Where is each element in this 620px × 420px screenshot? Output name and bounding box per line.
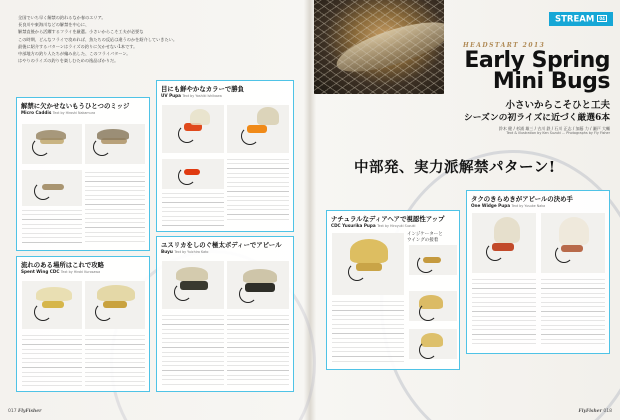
fly-photo — [162, 159, 224, 189]
section-badge-number: 04 — [599, 16, 605, 21]
card-credit: Text by Hiroki Kurosawa — [60, 270, 101, 274]
intro-line: 中部地方の釣り人たちが編み出した、このフライパターン。 — [18, 51, 131, 57]
magazine-brand-left: FlyFisher — [18, 409, 42, 414]
title-line: Mini Bugs — [492, 69, 610, 94]
intro-line: 全国でいち早く解禁の釣れるなか春のエリア。 — [18, 15, 106, 20]
fly-card-spent-wing-cdc — [16, 256, 150, 392]
card-credit: Text by Yusuke Naka — [511, 204, 546, 208]
fly-photo — [85, 281, 145, 329]
recipe-text — [22, 210, 82, 246]
fly-photo — [22, 124, 82, 164]
landing-net-image — [314, 0, 444, 94]
card-title: 流れのある場所はこれで攻略 — [21, 261, 105, 269]
annotation-line: ウイングの接着 — [407, 237, 439, 243]
card-fly-name: One Widge Pupa — [471, 203, 511, 208]
card-title: ユスリカをしのぐ極太ボディーでアピール — [161, 241, 282, 249]
author-credits-en: Text & illustration by Ken Suzuki ... Photographs by Fly Fisher — [506, 131, 610, 135]
fly-photo — [472, 213, 536, 273]
card-title: 解禁に欠かせないもうひとつのミッジ — [21, 102, 130, 110]
card-fly-name: Buyu — [161, 249, 173, 254]
recipe-text — [162, 193, 224, 227]
page-number-left: 017 — [8, 409, 17, 414]
card-title: タクのきらめきがアピールの決め手 — [471, 195, 573, 203]
fly-photo — [409, 245, 457, 275]
page-number-right: 018 — [603, 409, 612, 414]
fly-photo — [162, 105, 224, 153]
section-badge-label: STREAM — [555, 14, 595, 25]
intro-line: はやりのライズの釣りを楽しむための逸品ばかりだ。 — [18, 58, 119, 64]
recipe-text — [85, 172, 145, 242]
fly-photo — [409, 329, 457, 359]
annotation-line: インジケーターと — [407, 232, 443, 237]
series-label: HEADSTART 2013 — [463, 42, 546, 49]
headline: 中部発、実力派解禁パターン! — [354, 159, 556, 176]
footer-right — [579, 409, 613, 414]
card-title: 目にも鮮やかなカラーで勝負 — [161, 85, 245, 93]
fly-card-one-widge-pupa — [466, 190, 610, 354]
card-fly-name: Micro Caddis — [21, 110, 52, 115]
fly-photo — [85, 124, 145, 164]
fly-photo — [162, 261, 224, 309]
fly-photo — [332, 233, 404, 295]
author-credits: 鈴木 健 / 杉浦 雄三 / 吉川 鉄 / 石川 正志 / 加藤 力 / 瀬戸 大輔 — [498, 126, 610, 131]
intro-line: この時期、どんなフライで攻めれば、魚たちの反応は違うのかを紹介していきたい。 — [18, 36, 178, 42]
section-badge — [549, 12, 613, 26]
header-photo — [314, 0, 444, 94]
intro-line: 長良川や東海川などの解禁を中心に、 — [18, 22, 90, 28]
magazine-brand-right: FlyFisher — [578, 409, 602, 414]
subtitle: 小さいからこそひと工夫 — [505, 100, 610, 111]
footer-left — [8, 409, 42, 414]
fly-card-buyu — [156, 236, 294, 392]
card-credit: Text by Yoshiki Ishikawa — [182, 94, 222, 98]
card-fly-name: Spent Wing CDC — [21, 269, 60, 274]
intro-line: 解禁直後から活躍するフライを厳選。小さいからこそ工夫が必要な — [18, 29, 144, 35]
fly-photo — [409, 291, 457, 321]
card-credit: Text by Hiroyuki Suzuki — [377, 224, 416, 228]
recipe-text — [227, 159, 289, 223]
recipe-text — [85, 335, 145, 387]
card-credit: Text by Hiroshi Nakamura — [52, 111, 96, 115]
intro-line: 最後に紹介するパターンはライズの釣りに欠かせない1本です。 — [18, 43, 138, 49]
recipe-text — [227, 315, 289, 385]
fly-photo — [22, 170, 82, 206]
recipe-text — [472, 279, 536, 347]
card-title: ナチュラルなディアヘアで視認性アップ — [331, 215, 445, 223]
card-credit: Text by Yuichiro Kato — [174, 250, 209, 254]
recipe-text — [332, 301, 404, 363]
article-title — [462, 50, 610, 92]
fly-photo — [541, 213, 605, 273]
fly-photo — [227, 105, 289, 153]
photo-annotation — [407, 232, 443, 243]
fly-card-micro-caddis — [16, 97, 150, 251]
recipe-text — [541, 279, 605, 347]
subtitle-2: シーズンの初ライズに近づく厳選6本 — [463, 113, 610, 123]
recipe-text — [162, 315, 224, 385]
fly-photo — [22, 281, 82, 329]
fly-photo — [227, 261, 289, 309]
card-fly-name: CDC Yusurika Pupa — [331, 223, 376, 228]
card-fly-name: UV Pupa — [161, 93, 181, 98]
title-line: Early Spring — [464, 48, 610, 73]
recipe-text — [22, 335, 82, 387]
intro-text — [18, 14, 308, 64]
fly-card-uv-pupa — [156, 80, 294, 232]
